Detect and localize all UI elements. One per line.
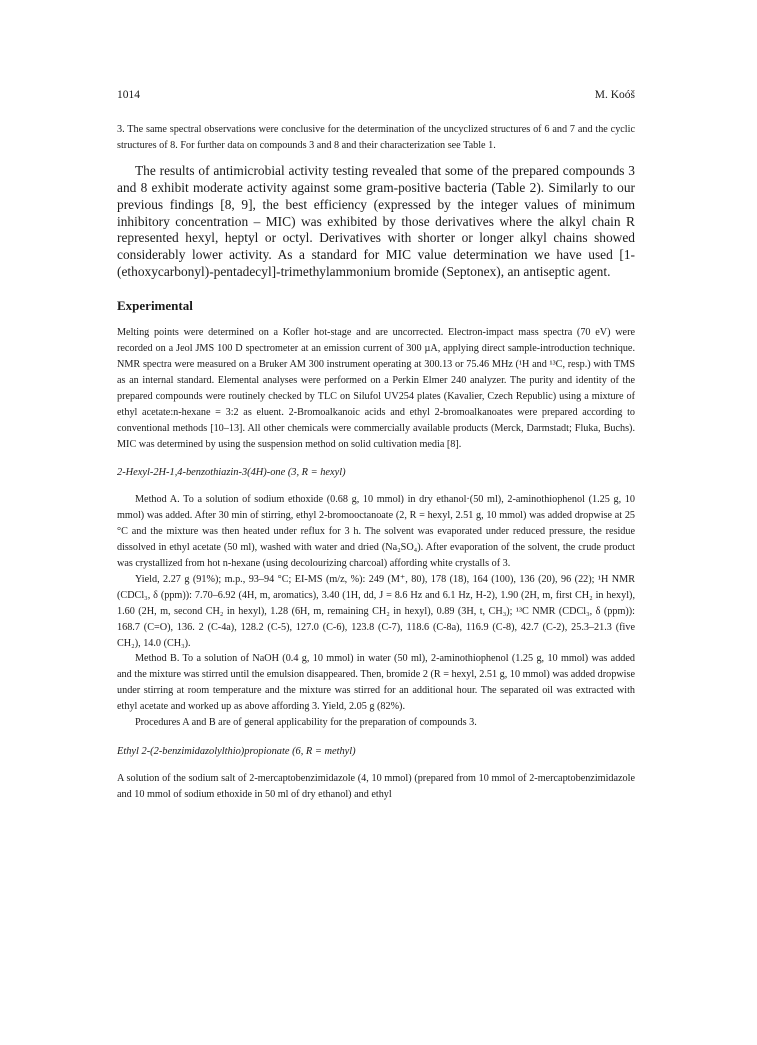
- paragraph-method-a: Method A. To a solution of sodium ethoxide (0.68 g, 10 mmol) in dry ethanol·(50 ml), 2-aminothiophenol (1.25 g, 10 mmol) was added. After 30 min of stirring, ethyl 2-bromooctanoate (2, R = hexyl, 2.51 g, 10 mmol) was added dropwise at 25 °C and the mixture was then heated under reflux for 3 h. The solvent was evaporated under reduced pressure, the residue dissolved in ethyl acetate (50 ml), washed with water and dried (Na₂SO₄). After evaporation of the solvent, the crude product was crystallized from hot n-hexane (using decolourizing charcoal) affording white crystalls of 3.: [117, 494, 635, 570]
- page-number: 1014: [117, 89, 140, 101]
- compound-subheading-6: [117, 744, 635, 759]
- paragraph-general-methods: Melting points were determined on a Kofler hot-stage and are uncorrected. Electron-impact mass spectra (70 eV) were recorded on a Jeol JMS 100 D spectrometer at an emission current of 300 µA, applying direct sample-introduction technique. NMR spectra were measured on a Bruker AM 300 instrument operating at 300.13 or 75.46 MHz (¹H and ¹³C, resp.) with TMS as an internal standard. Elemental analyses were performed on a Perkin Elmer 240 analyzer. The purity and identity of the prepared compounds were routinely checked by TLC on Silufol UV254 plates (Kavalier, Czech Republic) using a mixture of ethyl acetate:n-hexane = 3:2 as eluent. 2-Bromoalkanoic acids and ethyl 2-bromoalkanoates were prepared according to conventional methods [10–13]. All other chemicals were commercially available products (Merck, Darmstadt; Fluka, Buchs). MIC was determined by using the suspension method on solid cultivation media [8].: [117, 327, 635, 450]
- section-heading-experimental: Experimental: [117, 298, 193, 314]
- running-header: [117, 88, 635, 102]
- paragraph-compound-6-synthesis: A solution of the sodium salt of 2-mercaptobenzimidazole (4, 10 mmol) (prepared from 10 mmol of 2-mercaptobenzimidazole and 10 mmol of sodium ethoxide in 50 ml of dry ethanol) and ethyl: [117, 773, 635, 800]
- author-name: M. Koóš: [594, 89, 635, 101]
- compound-subheading-6-text: Ethyl 2-(2-benzimidazolylthio)propionate (6, R = methyl): [117, 746, 356, 757]
- compound-subheading-3: [117, 465, 635, 480]
- paragraph-method-b: Method B. To a solution of NaOH (0.4 g, 10 mmol) in water (50 ml), 2-aminothiophenol (1.25 g, 10 mmol) was added and the mixture was stirred until the emulsion disappeared. Then, bromide 2 (R = hexyl, 2.51 g, 10 mmol) was added dropwise under stirring at room temperature and the mixture was stirred for an additional hour. The separated oil was extracted with ethyl acetate and worked up as above affording 3. Yield, 2.05 g (82%).: [117, 653, 635, 713]
- paragraph-spectral-observations: 3. The same spectral observations were conclusive for the determination of the uncyclized structures of 6 and 7 and the cyclic structures of 8. For further data on compounds 3 and 8 and their characterization see Table 1.: [117, 124, 635, 151]
- paragraph-yield-data: Yield, 2.27 g (91%); m.p., 93–94 °C; EI-MS (m/z, %): 249 (M⁺, 80), 178 (18), 164 (100), 136 (20), 96 (22); ¹H NMR (CDCl₃, δ (ppm)): 7.70–6.92 (4H, m, aromatics), 3.40 (1H, dd, J = 8.6 Hz and 6.1 Hz, H-2), 1.90 (2H, m, first CH₂ in hexyl), 1.60 (2H, m, second CH₂ in hexyl), 1.28 (6H, m, remaining CH₂ in hexyl), 0.89 (3H, t, CH₃); ¹³C NMR (CDCl₃, δ (ppm)): 168.7 (C=O), 136. 2 (C-4a), 128.2 (C-5), 127.0 (C-6), 123.8 (C-7), 118.6 (C-8a), 116.9 (C-8), 42.7 (C-2), 25.3–21.3 (five CH₂), 14.0 (CH₃).: [117, 573, 635, 649]
- paragraph-procedures: Procedures A and B are of general applicability for the preparation of compounds 3.: [135, 717, 477, 729]
- compound-subheading-3-text: 2-Hexyl-2H-1,4-benzothiazin-3(4H)-one (3, R = hexyl): [117, 467, 346, 479]
- journal-page: [117, 88, 635, 803]
- paragraph-antimicrobial-results: The results of antimicrobial activity testing revealed that some of the prepared compounds 3 and 8 exhibit moderate activity against some gram-positive bacteria (Table 2). Similarly to our previous findings [8, 9], the best efficiency (expressed by the integer values of minimum inhibitory concentration – MIC) was exhibited by those derivatives where the alkyl chain R represented hexyl, heptyl or octyl. Derivatives with shorter or longer alkyl chains showed considerably lower activity. As a standard for MIC value determination we have used [1-(ethoxycarbonyl)-pentadecyl]-trimethylammonium bromide (Septonex), an antiseptic agent.: [117, 162, 635, 280]
